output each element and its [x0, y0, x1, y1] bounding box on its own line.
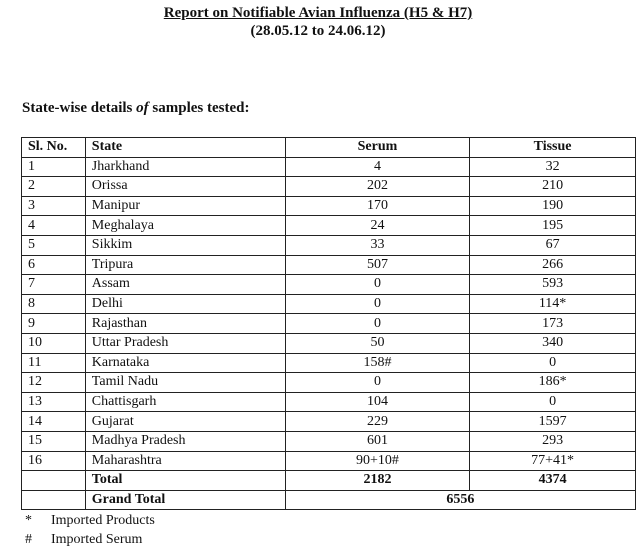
row-tissue-cell: 266	[470, 255, 636, 275]
row-sl-cell: 1	[22, 157, 86, 177]
row-state-cell: Tripura	[85, 255, 285, 275]
table-row	[22, 294, 636, 314]
row-serum-cell: 170	[285, 196, 469, 216]
report-title: Report on Notifiable Avian Influenza (H5 & H7)	[163, 5, 473, 21]
table-row	[22, 431, 636, 451]
row-tissue-cell: 67	[470, 235, 636, 255]
row-sl-cell: 12	[22, 373, 86, 393]
grand-total-value: 6556	[285, 490, 635, 510]
grand-total-row	[22, 490, 636, 510]
row-tissue-cell: 114*	[470, 294, 636, 314]
row-serum-cell: 50	[285, 333, 469, 353]
row-serum-cell: 33	[285, 235, 469, 255]
table-row	[22, 451, 636, 471]
table-row	[22, 216, 636, 236]
col-header-tissue: Tissue	[470, 138, 636, 158]
table-row	[22, 373, 636, 393]
row-state-cell: Chattisgarh	[85, 392, 285, 412]
row-sl-cell: 11	[22, 353, 86, 373]
row-tissue-cell: 186*	[470, 373, 636, 393]
row-serum-cell: 24	[285, 216, 469, 236]
row-serum-cell: 202	[285, 177, 469, 197]
row-state-cell: Madhya Pradesh	[85, 431, 285, 451]
row-sl-cell: 16	[22, 451, 86, 471]
row-serum-cell: 0	[285, 294, 469, 314]
total-sl-cell	[22, 471, 86, 491]
row-state-cell: Sikkim	[85, 235, 285, 255]
col-header-serum: Serum	[285, 138, 469, 158]
row-state-cell: Karnataka	[85, 353, 285, 373]
row-tissue-cell: 210	[470, 177, 636, 197]
row-sl-cell: 4	[22, 216, 86, 236]
table-row	[22, 235, 636, 255]
row-state-cell: Tamil Nadu	[85, 373, 285, 393]
table-row	[22, 412, 636, 432]
footnote-imported-serum: # Imported Serum	[25, 532, 143, 547]
table-row	[22, 255, 636, 275]
row-state-cell: Uttar Pradesh	[85, 333, 285, 353]
row-tissue-cell: 593	[470, 275, 636, 295]
total-label: Total	[85, 471, 285, 491]
row-state-cell: Manipur	[85, 196, 285, 216]
col-header-state: State	[85, 138, 285, 158]
row-sl-cell: 14	[22, 412, 86, 432]
row-serum-cell: 507	[285, 255, 469, 275]
row-state-cell: Jharkhand	[85, 157, 285, 177]
row-sl-cell: 7	[22, 275, 86, 295]
row-state-cell: Delhi	[85, 294, 285, 314]
row-sl-cell: 8	[22, 294, 86, 314]
row-sl-cell: 13	[22, 392, 86, 412]
table-row	[22, 314, 636, 334]
row-sl-cell: 15	[22, 431, 86, 451]
report-period: (28.05.12 to 24.06.12)	[250, 23, 386, 39]
row-sl-cell: 9	[22, 314, 86, 334]
row-serum-cell: 0	[285, 314, 469, 334]
table-row	[22, 157, 636, 177]
table-header-row	[22, 138, 636, 158]
row-tissue-cell: 77+41*	[470, 451, 636, 471]
row-sl-cell: 5	[22, 235, 86, 255]
row-state-cell: Rajasthan	[85, 314, 285, 334]
total-row	[22, 471, 636, 491]
table-row	[22, 333, 636, 353]
row-tissue-cell: 173	[470, 314, 636, 334]
row-tissue-cell: 293	[470, 431, 636, 451]
section-heading: State-wise details of samples tested:	[22, 100, 250, 116]
row-tissue-cell: 190	[470, 196, 636, 216]
table-row	[22, 392, 636, 412]
row-sl-cell: 6	[22, 255, 86, 275]
row-serum-cell: 4	[285, 157, 469, 177]
grand-total-label: Grand Total	[85, 490, 285, 510]
row-tissue-cell: 0	[470, 353, 636, 373]
row-state-cell: Meghalaya	[85, 216, 285, 236]
total-serum: 2182	[285, 471, 469, 491]
table-row	[22, 275, 636, 295]
table-row	[22, 353, 636, 373]
row-serum-cell: 0	[285, 275, 469, 295]
row-tissue-cell: 32	[470, 157, 636, 177]
row-state-cell: Maharashtra	[85, 451, 285, 471]
row-serum-cell: 158#	[285, 353, 469, 373]
row-sl-cell: 3	[22, 196, 86, 216]
row-tissue-cell: 0	[470, 392, 636, 412]
table-row	[22, 177, 636, 197]
row-tissue-cell: 195	[470, 216, 636, 236]
table-row	[22, 196, 636, 216]
samples-table	[21, 137, 636, 510]
row-sl-cell: 10	[22, 333, 86, 353]
grand-total-sl-cell	[22, 490, 86, 510]
row-serum-cell: 90+10#	[285, 451, 469, 471]
footnote-imported-products: * Imported Products	[25, 513, 155, 528]
col-header-sl-no: Sl. No.	[22, 138, 86, 158]
row-serum-cell: 104	[285, 392, 469, 412]
row-serum-cell: 601	[285, 431, 469, 451]
row-state-cell: Orissa	[85, 177, 285, 197]
row-sl-cell: 2	[22, 177, 86, 197]
row-tissue-cell: 1597	[470, 412, 636, 432]
total-tissue: 4374	[470, 471, 636, 491]
row-serum-cell: 0	[285, 373, 469, 393]
row-state-cell: Gujarat	[85, 412, 285, 432]
row-state-cell: Assam	[85, 275, 285, 295]
row-tissue-cell: 340	[470, 333, 636, 353]
row-serum-cell: 229	[285, 412, 469, 432]
